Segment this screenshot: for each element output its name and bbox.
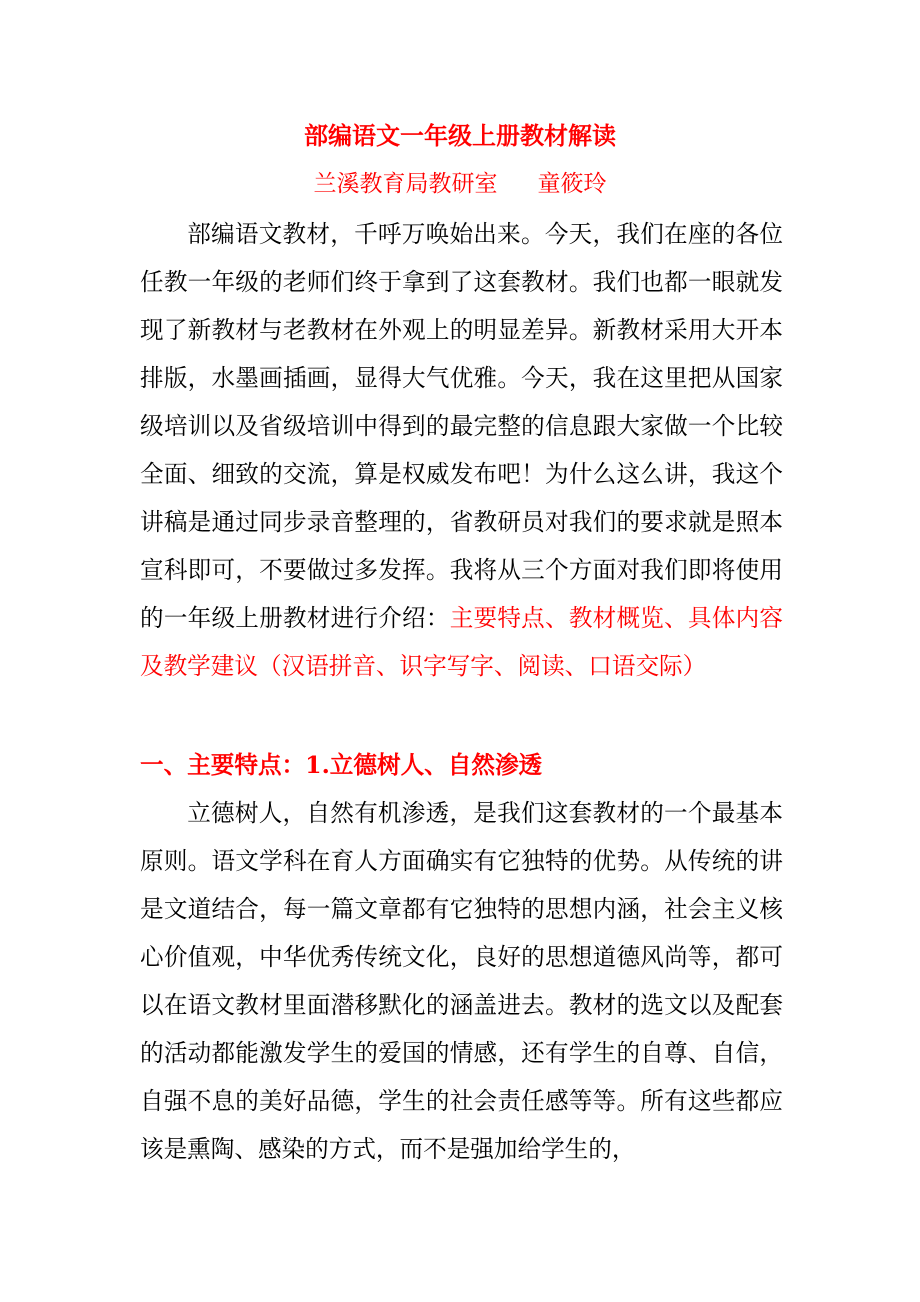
intro-paragraph	[140, 210, 783, 690]
section-heading: 一、主要特点：1.立德树人、自然渗透	[140, 751, 543, 779]
author-organization: 兰溪教育局教研室	[313, 171, 498, 197]
document-byline	[0, 164, 920, 204]
section-paragraph: 立德树人，自然有机渗透，是我们这套教材的一个最基本原则。语文学科在育人方面确实有它独特的优势。从传统的讲是文道结合，每一篇文章都有它独特的思想内涵，社会主义核心价值观，中华优秀传统文化，良好的思想道德风尚等，都可以在语文教材里面潜移默化的涵盖进去。教材的选文以及配套的活动都能激发学生的爱国的情感，还有学生的自尊、自信，自强不息的美好品德，学生的社会责任感等等。所有这些都应该是熏陶、感染的方式，而不是强加给学生的，	[140, 799, 783, 1163]
intro-paragraph-text: 部编语文教材，千呼万唤始出来。今天，我们在座的各位任教一年级的老师们终于拿到了这套教材。我们也都一眼就发现了新教材与老教材在外观上的明显差异。新教材采用大开本排版，水墨画插画，显得大气优雅。今天，我在这里把从国家级培训以及省级培训中得到的最完整的信息跟大家做一个比较全面、细致的交流，算是权威发布吧！为什么这么讲，我这个讲稿是通过同步录音整理的，省教研员对我们的要求就是照本宣科即可，不要做过多发挥。我将从三个方面对我们即将使用的一年级上册教材进行介绍：	[140, 220, 783, 632]
document-title: 部编语文一年级上册教材解读	[304, 121, 616, 150]
intro-paragraph-highlight: 主要特点、教材概览、具体内容及教学建议（汉语拼音、识字写字、阅读、口语交际）	[140, 604, 783, 680]
author-name: 童筱玲	[537, 171, 607, 197]
